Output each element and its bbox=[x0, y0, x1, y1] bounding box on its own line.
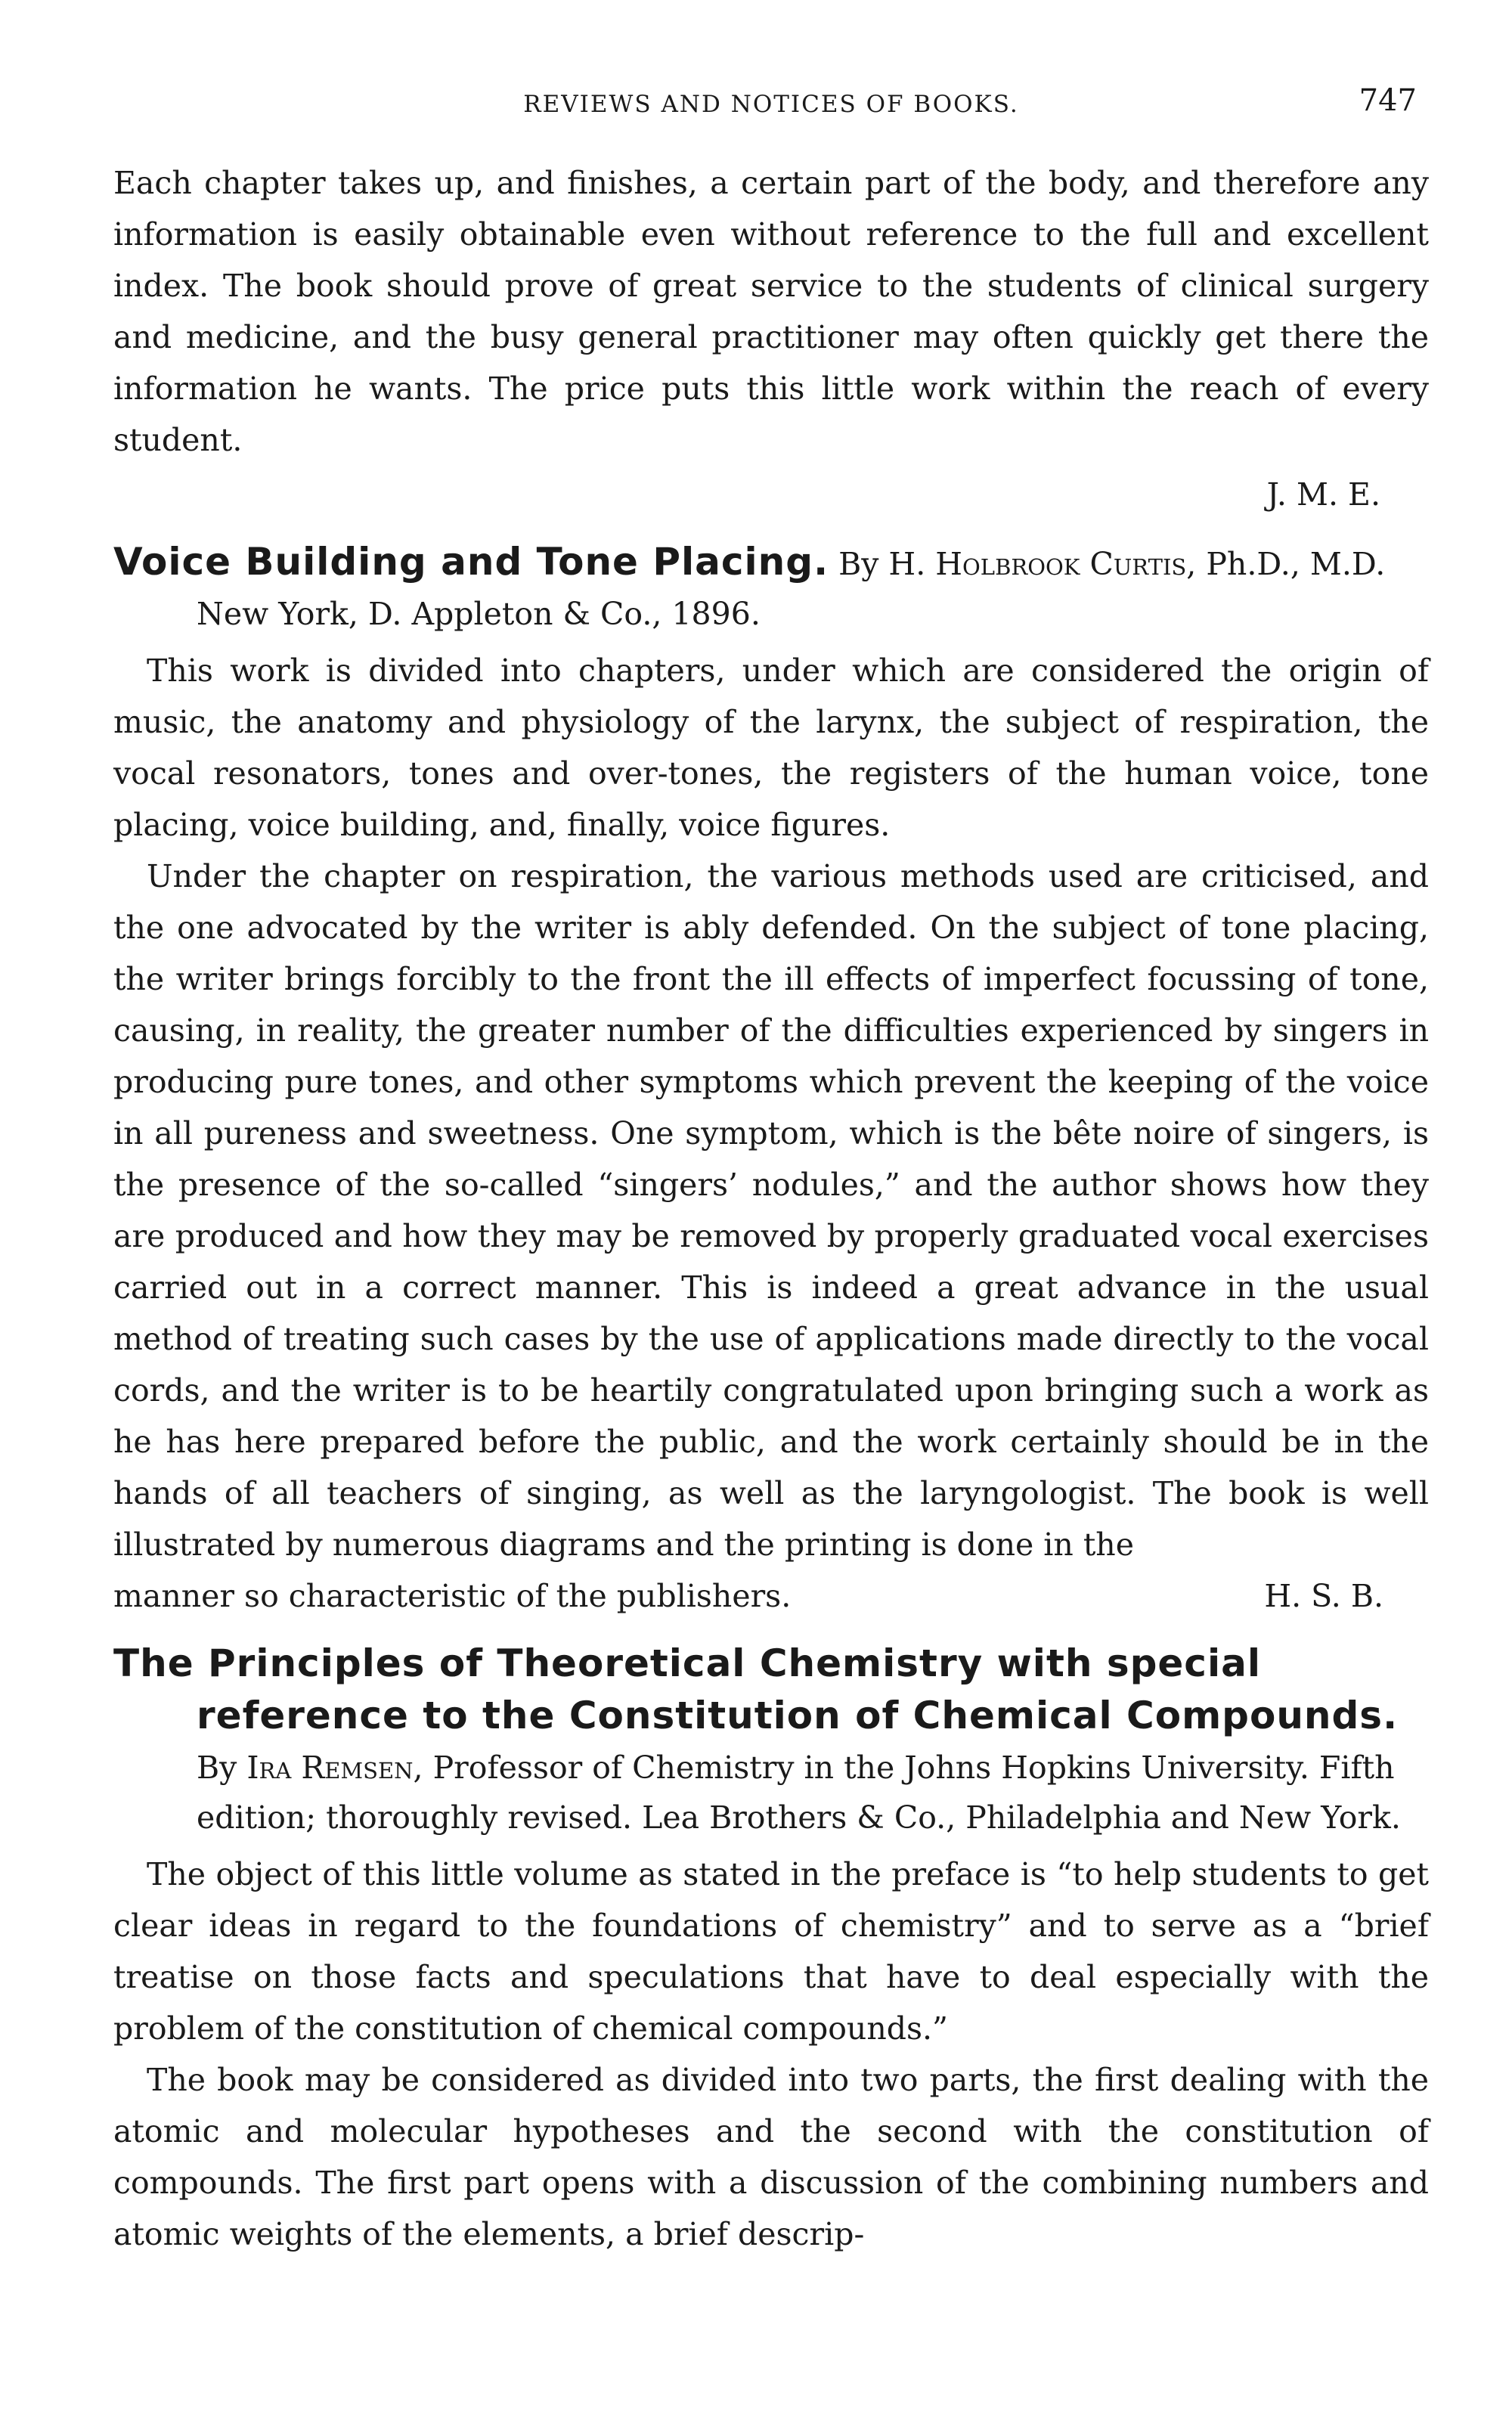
review-closing-line bbox=[113, 1570, 1429, 1622]
imprint: Ph.D., M.D. New York, D. Appleton & Co., 1896. bbox=[197, 546, 1386, 632]
running-title: REVIEWS AND NOTICES OF BOOKS. bbox=[523, 91, 1019, 118]
book-title: The Principles of Theoretical Chemistry with special reference to the Constitution of Chemical Compounds. bbox=[113, 1641, 1399, 1737]
byline: By H. bbox=[838, 546, 926, 582]
review-theoretical-chemistry bbox=[113, 1638, 1429, 2260]
imprint: Professor of Chemistry in the Johns Hopkins University. Fifth edition; thoroughly revised. Lea Brothers & Co., Philadelphia and New York. bbox=[197, 1750, 1401, 1836]
review-heading bbox=[113, 1638, 1429, 1843]
review-paragraph: This work is divided into chapters, under which are considered the origin of music, the anatomy and physiology of the larynx, the subject of respiration, the vocal resonators, tones and over-tones, the registers of the human voice, tone placing, voice building, and, finally, voice figures. bbox=[113, 652, 1429, 843]
review-tail bbox=[113, 157, 1429, 520]
page-number: 747 bbox=[1359, 83, 1417, 118]
review-paragraph: Each chapter takes up, and finishes, a certain part of the body, and therefore any information is easily obtainable even without reference to the full and excellent index. The book should prove of great service to the students of clinical surgery and medicine, and the busy general practitioner may often quickly get there the information he wants. The price puts this little work within the reach of every student. bbox=[113, 165, 1429, 458]
review-voice-building bbox=[113, 537, 1429, 1622]
running-head bbox=[113, 83, 1429, 129]
author-name: Ira Remsen, bbox=[246, 1750, 423, 1786]
review-paragraph: Under the chapter on respiration, the various methods used are criticised, and the one advocated by the writer is ably defended. On the subject of tone placing, the writer brings forcibly to the front the ill effects of imperfect focussing of tone, causing, in reality, the greater number of the difficulties experienced by singers in producing pure tones, and other symptoms which prevent the keeping of the voice in all pureness and sweetness. One symptom, which is the bête noire of singers, is the presence of the so-called “singers’ nodules,” and the author shows how they are produced and how they may be removed by properly graduated vocal exercises carried out in a correct manner. This is indeed a great advance in the usual method of treating such cases by the use of applications made directly to the vocal cords, and the writer is to be heartily congratulated upon bringing such a work as he has here prepared before the public, and the work certainly should be in the hands of all teachers of singing, as well as the laryngologist. The book is well illustrated by numerous diagrams and the printing is done in the bbox=[113, 858, 1429, 1563]
book-title: Voice Building and Tone Placing. bbox=[113, 540, 829, 584]
review-paragraph: The object of this little volume as stated in the preface is “to help students to get clear ideas in regard to the foundations of chemistry” and to serve as a “brief treatise on those facts and speculations that have to deal especially with the problem of the constitution of chemical compounds.” bbox=[113, 1856, 1429, 2047]
review-paragraph: The book may be considered as divided into two parts, the first dealing with the atomic and molecular hypotheses and the second with the constitution of compounds. The first part opens with a discussion of the combining numbers and atomic weights of the elements, a brief descrip- bbox=[113, 2062, 1429, 2252]
author-name: Holbrook Curtis, bbox=[935, 546, 1197, 582]
byline: By bbox=[197, 1750, 237, 1786]
closing-text: manner so characteristic of the publishers. bbox=[113, 1578, 792, 1614]
reviewer-signature: J. M. E. bbox=[1266, 476, 1380, 513]
review-heading bbox=[113, 537, 1429, 639]
reviewer-signature: H. S. B. bbox=[1264, 1578, 1383, 1614]
